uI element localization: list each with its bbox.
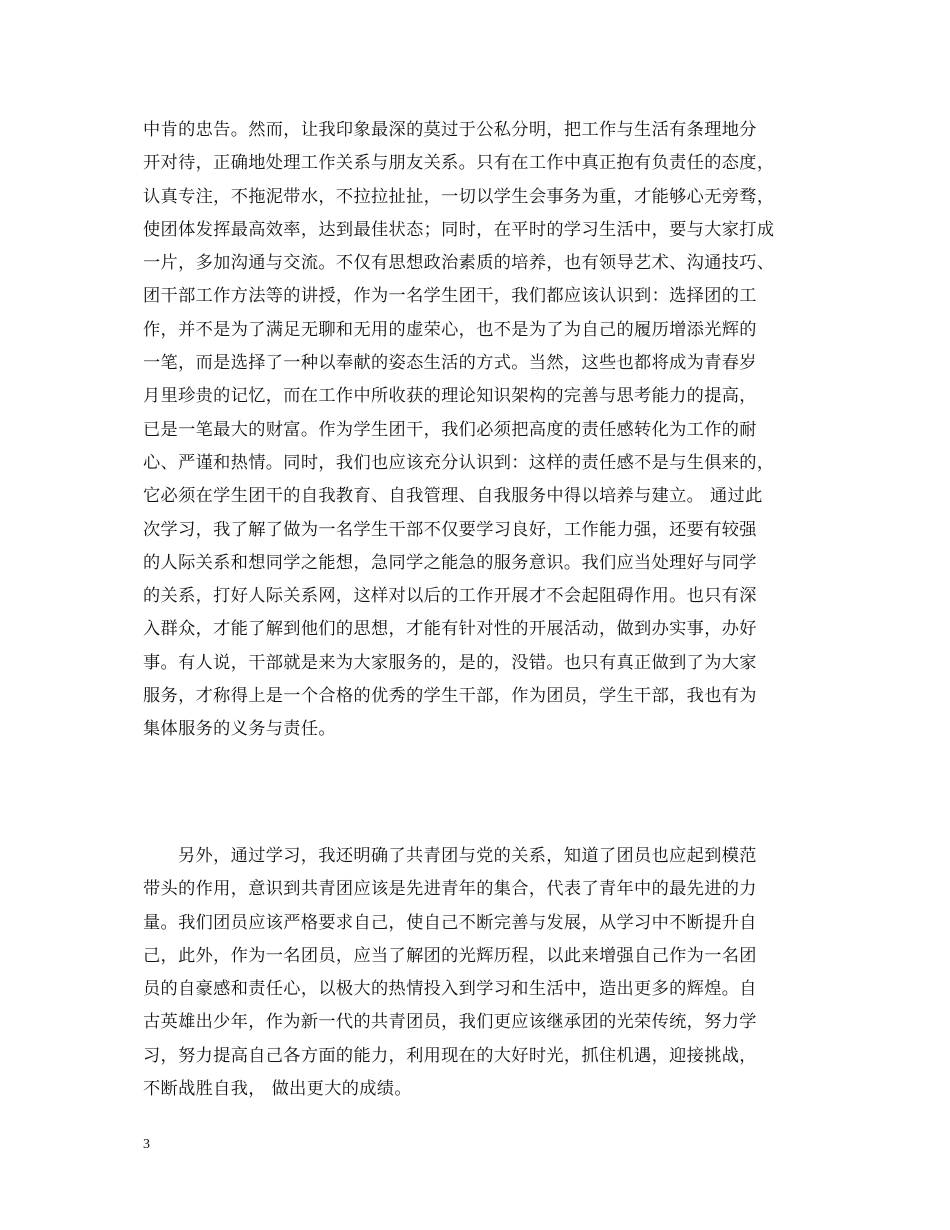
text-line: 已是一笔最大的财富。作为学生团干，我们必须把高度的责任感转化为工作的耐 (143, 419, 757, 440)
body-paragraph (143, 114, 843, 747)
text-line: 一笔，而是选择了一种以奉献的姿态生活的方式。当然，这些也都将成为青春岁 (143, 353, 757, 374)
text-line: 的关系，打好人际关系网，这样对以后的工作开展才不会起阻碍作用。也只有深 (143, 586, 757, 607)
text-line: 古英雄出少年，作为新一代的共青团员，我们更应该继承团的光荣传统，努力学 (143, 1012, 757, 1033)
text-line: 它必须在学生团干的自我教育、自我管理、自我服务中得以培养与建立。 通过此 (143, 486, 763, 507)
text-line: 事。有人说，干部就是来为大家服务的，是的，没错。也只有真正做到了为大家 (143, 652, 757, 673)
text-line: 认真专注，不拖泥带水，不拉拉扯扯，一切以学生会事务为重，才能够心无旁骛， (143, 186, 775, 207)
text-line: 次学习，我了解了做为一名学生干部不仅要学习良好，工作能力强，还要有较强 (143, 519, 757, 540)
body-paragraph (143, 840, 843, 1106)
text-line-first-indented: 另外，通过学习，我还明确了共青团与党的关系，知道了团员也应起到模范 (178, 846, 757, 866)
text-line: 月里珍贵的记忆，而在工作中所收获的理论知识架构的完善与思考能力的提高， (143, 386, 757, 407)
page-number: 3 (143, 1137, 150, 1152)
text-line: 入群众，才能了解到他们的思想，才能有针对性的开展活动，做到办实事，办好 (143, 619, 757, 640)
text-line: 心、严谨和热情。同时，我们也应该充分认识到：这样的责任感不是与生俱来的， (143, 452, 775, 473)
text-line: 的人际关系和想同学之能想，急同学之能急的服务意识。我们应当处理好与同学 (143, 552, 757, 573)
text-line: 不断战胜自我， 做出更大的成绩。 (143, 1079, 412, 1100)
text-line: 中肯的忠告。然而，让我印象最深的莫过于公私分明，把工作与生活有条理地分 (143, 120, 757, 140)
text-line: 一片，多加沟通与交流。不仅有思想政治素质的培养，也有领导艺术、沟通技巧、 (143, 253, 775, 274)
text-line: 员的自豪感和责任心，以极大的热情投入到学习和生活中，造出更多的辉煌。自 (143, 979, 757, 1000)
text-line: 开对待，正确地处理工作关系与朋友关系。只有在工作中真正抱有负责任的态度， (143, 153, 775, 174)
text-line: 己，此外，作为一名团员，应当了解团的光辉历程，以此来增强自己作为一名团 (143, 945, 757, 966)
text-line: 使团体发挥最高效率，达到最佳状态；同时，在平时的学习生活中，要与大家打成 (143, 219, 775, 240)
text-line: 服务，才称得上是一个合格的优秀的学生干部，作为团员，学生干部，我也有为 (143, 686, 757, 707)
text-line: 量。我们团员应该严格要求自己，使自己不断完善与发展，从学习中不断提升自 (143, 912, 757, 933)
text-line: 带头的作用，意识到共青团应该是先进青年的集合，代表了青年中的最先进的力 (143, 879, 757, 900)
text-line: 作，并不是为了满足无聊和无用的虚荣心，也不是为了为自己的履历增添光辉的 (143, 319, 757, 340)
text-line: 团干部工作方法等的讲授，作为一名学生团干，我们都应该认识到：选择团的工 (143, 286, 757, 307)
text-line: 习，努力提高自己各方面的能力，利用现在的大好时光，抓住机遇，迎接挑战， (143, 1045, 757, 1066)
text-line: 集体服务的义务与责任。 (143, 719, 336, 740)
